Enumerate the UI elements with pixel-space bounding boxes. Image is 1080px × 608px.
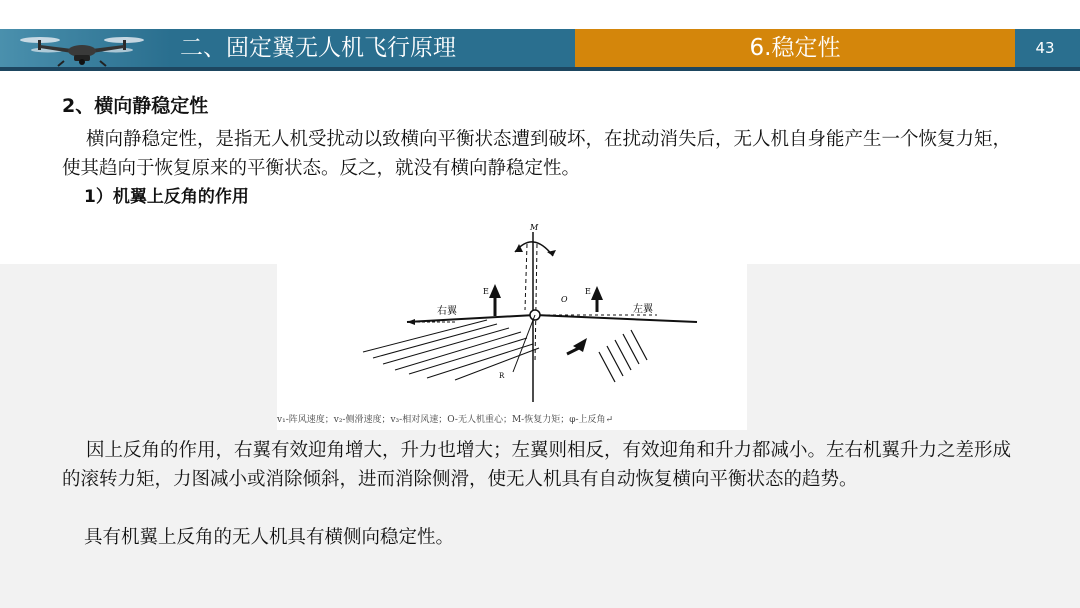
sideslip-arrow — [567, 348, 579, 354]
resultant-line — [513, 315, 535, 372]
label-M: M — [530, 223, 539, 232]
left-wing — [535, 315, 697, 322]
right-wing — [407, 315, 535, 322]
paragraph-explanation: 因上反角的作用，右翼有效迎角增大，升力也增大；左翼则相反，有效迎角和升力都减小。左右机翼升力之差形成的滚转力矩，力图减小或消除倾斜，进而消除侧滑，使无人机具有自动恢复横向平衡状态的趋势。 — [62, 440, 1012, 490]
diagram-caption: v₁-阵风速度；v₂-侧滑速度；v₃-相对风速；O-无人机重心；M-恢复力矩；φ-上反角↵ — [277, 415, 614, 425]
paragraph-intro: 横向静稳定性，是指无人机受扰动以致横向平衡状态遭到破坏，在扰动消失后，无人机自身能产生一个恢复力矩，使其趋向于恢复原来的平衡状态。反之，就没有横向静稳定性。 — [62, 129, 1012, 179]
dashed-axis — [535, 244, 537, 362]
label-E1: E — [483, 287, 489, 296]
dihedral-diagram — [277, 222, 747, 430]
label-left-wing: 左翼 — [633, 304, 653, 315]
drone-icon — [18, 31, 146, 67]
section-title: 二、固定翼无人机飞行原理 — [180, 35, 456, 61]
paragraph-conclusion: 具有机翼上反角的无人机具有横侧向稳定性。 — [84, 527, 455, 548]
diagram-drawing — [277, 222, 747, 414]
sub-subheading: 1）机翼上反角的作用 — [84, 187, 249, 207]
label-R: R — [499, 372, 505, 380]
wind-arrowhead — [407, 319, 415, 325]
lift-arrowhead-left — [591, 286, 603, 300]
topic-block — [575, 29, 1015, 67]
label-right-wing: 右翼 — [437, 306, 457, 317]
topic-label: 6.稳定性 — [749, 35, 841, 61]
label-O: O — [561, 295, 568, 304]
gust-arrows — [599, 330, 647, 382]
dashed-axis-2 — [525, 244, 527, 310]
lift-arrowhead-right — [489, 284, 501, 298]
label-E2: E — [585, 287, 591, 296]
streamlines — [363, 320, 539, 380]
page-number: 43 — [1035, 39, 1055, 57]
subheading: 2、横向静稳定性 — [62, 95, 209, 117]
